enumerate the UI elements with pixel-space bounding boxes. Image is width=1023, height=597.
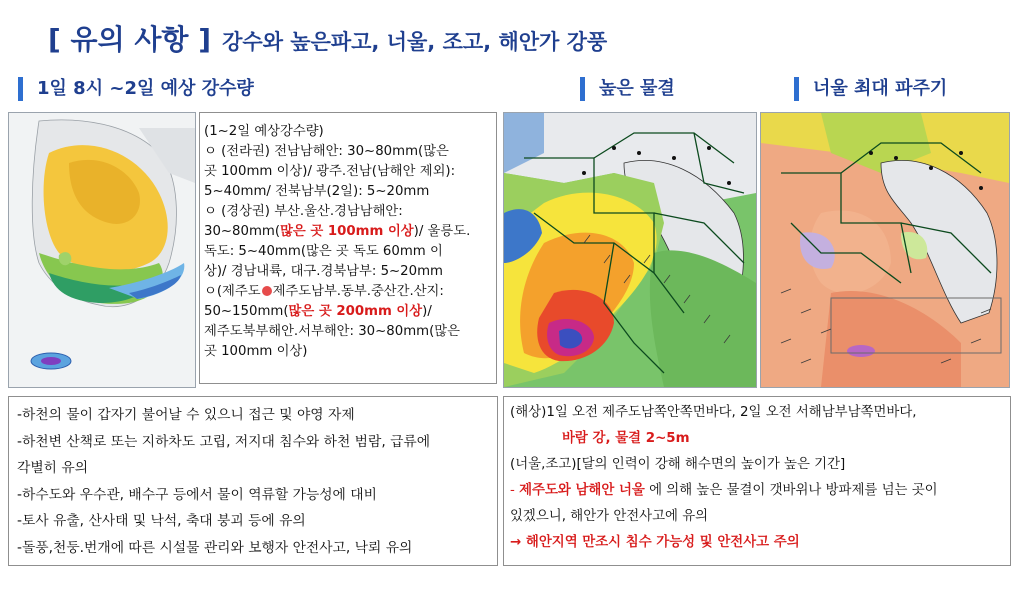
precaution-item: 각별히 유의 (17, 460, 89, 476)
forecast-line: 곳 100mm 이상) (204, 344, 308, 359)
page-subtitle: 강수와 높은파고, 너울, 조고, 해안가 강풍 (222, 30, 608, 54)
rainfall-map-graphic (9, 113, 195, 387)
forecast-line: 상)/ 경남내륙, 대구.경북남부: 5~20mm (204, 264, 443, 279)
section-label-rain: 1일 8시 ~2일 예상 강수량 (18, 77, 254, 101)
forecast-line: ㅇ (경상권) 부산.울산.경남남해안: (204, 204, 403, 219)
precaution-item: -하천변 산책로 또는 지하차도 고립, 저지대 침수와 하천 범람, 급류에 (17, 433, 431, 450)
swell-period-map-graphic (761, 113, 1009, 387)
marine-line: 있겠으니, 해안가 안전사고에 유의 (510, 509, 709, 524)
marine-line (510, 478, 1010, 504)
section-label-wave: 높은 물결 (580, 77, 675, 101)
page-title: [ 유의 사항 ] (48, 23, 212, 56)
forecast-text: ㅇ(제주도 (204, 284, 261, 299)
marine-dash: - (510, 483, 520, 498)
forecast-line: ㅇ (전라권) 전남남해안: 30~80mm(많은 (204, 144, 449, 159)
forecast-text: 30~80mm( (204, 224, 281, 239)
forecast-text: 제주도남부.동부.중산간.산지: (272, 284, 444, 299)
marine-warning: 바람 강, 물결 2~5m (562, 431, 690, 446)
rainfall-forecast-text (200, 113, 496, 362)
precautions-list (9, 397, 497, 561)
rainfall-map (8, 112, 196, 388)
forecast-line: 5~40mm/ 전북남부(2일): 5~20mm (204, 184, 430, 199)
forecast-line (204, 282, 496, 302)
marine-highlight: 제주도와 남해안 너울 (519, 483, 645, 498)
precaution-item: -하수도와 우수관, 배수구 등에서 물이 역류할 가능성에 대비 (17, 486, 377, 503)
cursor-dot-marker (262, 286, 272, 296)
forecast-highlight: 많은 곳 100mm 이상 (280, 224, 414, 239)
forecast-line (204, 222, 496, 242)
marine-box (503, 396, 1011, 566)
precautions-box (8, 396, 498, 566)
swell-period-map (760, 112, 1010, 388)
wave-height-map (503, 112, 757, 388)
marine-label: (해상) (510, 405, 547, 420)
forecast-text: 50~150mm( (204, 304, 289, 319)
marine-final-warning: → 해안지역 만조시 침수 가능성 및 안전사고 주의 (510, 535, 800, 550)
section-label-swell: 너울 최대 파주기 (794, 77, 947, 101)
forecast-line: 곳 100mm 이상)/ 광주.전남(남해안 제외): (204, 164, 456, 179)
precaution-item: -토사 유출, 산사태 및 낙석, 축대 붕괴 등에 유의 (17, 513, 306, 529)
wave-height-map-graphic (504, 113, 756, 387)
rainfall-forecast-box (199, 112, 497, 384)
forecast-highlight: 많은 곳 200mm 이상 (288, 304, 423, 319)
forecast-line: 제주도북부해안.서부해안: 30~80mm(많은 (204, 324, 460, 339)
forecast-text: )/ (422, 304, 432, 319)
forecast-text: )/ 울릉도. (413, 224, 471, 239)
forecast-line (204, 302, 496, 322)
precaution-item: -돌풍,천둥.번개에 따른 시설물 관리와 보행자 안전사고, 낙뢰 유의 (17, 539, 413, 556)
marine-label: (너울,조고) (510, 457, 577, 472)
forecast-heading: (1~2일 예상강수량) (204, 124, 324, 139)
marine-text-span: 1일 오전 제주도남쪽안쪽먼바다, 2일 오전 서해남부남쪽먼바다, (546, 405, 917, 420)
precaution-item: -하천의 물이 갑자기 불어날 수 있으니 접근 및 야영 자제 (17, 407, 355, 423)
marine-text (504, 397, 1010, 556)
marine-line (510, 452, 1010, 478)
page-title-block (48, 18, 607, 58)
marine-text-span: 에 의해 높은 물결이 갯바위나 방파제를 넘는 곳이 (644, 483, 938, 498)
forecast-line: 독도: 5~40mm(많은 곳 독도 60mm 이 (204, 244, 443, 259)
marine-text-span: [달의 인력이 강해 해수면의 높이가 높은 기간] (576, 457, 846, 472)
marine-line (510, 400, 1010, 426)
